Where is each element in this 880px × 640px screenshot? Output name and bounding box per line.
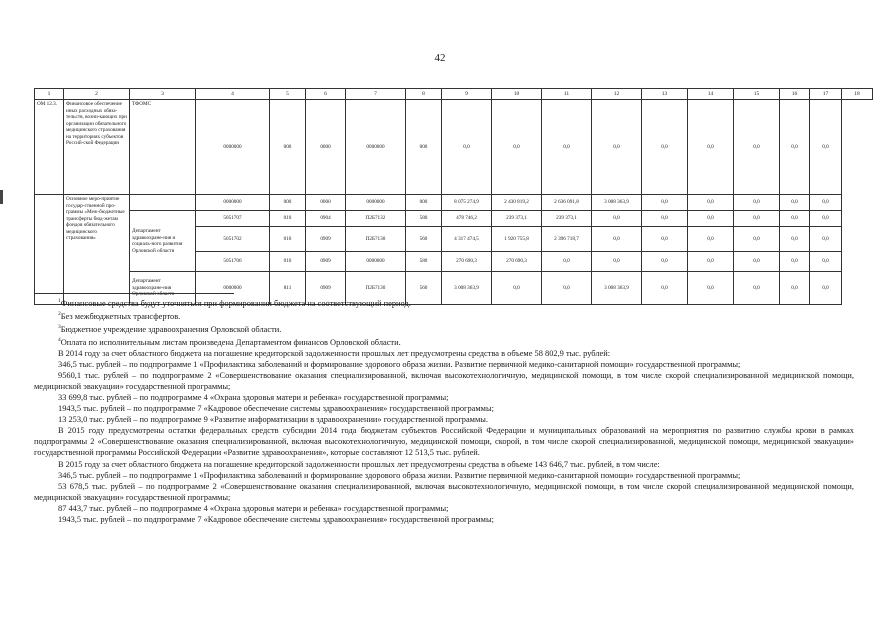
table-cell: 0,0 (688, 195, 734, 211)
table-cell: 0,0 (810, 272, 842, 305)
table-cell: 239 373,1 (492, 211, 542, 227)
table-cell: 5051706 (196, 252, 270, 272)
table-cell: 478 746,2 (442, 211, 492, 227)
table-cell: 560 (406, 227, 442, 252)
table-cell: 0,0 (810, 211, 842, 227)
table-cell: 0,0 (642, 100, 688, 195)
table-cell: 3 008 363,9 (592, 195, 642, 211)
column-number: 7 (346, 89, 406, 100)
table-cell: 2 636 091,8 (542, 195, 592, 211)
row-name: Финансовое обеспечение иных расходных обяза-тельств, возни-кающих при организации обязательного медицинского страхования на территориях субъектов Россий-ской Федерации (64, 100, 130, 195)
table-cell: 0000000 (196, 272, 270, 305)
column-number: 12 (592, 89, 642, 100)
table-cell: 4 317 474,5 (442, 227, 492, 252)
table-cell: 0000000 (346, 252, 406, 272)
table-header-row (35, 89, 873, 100)
table-cell: 0909 (306, 227, 346, 252)
table-cell: 0,0 (442, 100, 492, 195)
table-cell: 0,0 (688, 252, 734, 272)
table-cell: 560 (406, 272, 442, 305)
table-cell: 010 (270, 211, 306, 227)
table-cell: 0,0 (780, 195, 810, 211)
table-cell: 0,0 (542, 100, 592, 195)
paragraph: 9560,1 тыс. рублей – по подпрограмме 2 «Совершенствование оказания специализированной, включая высокотехнологичную, медицинской помощи, в том числе скорой специализированной медицинской помощи, медицинской эвакуации» государственной программы; (34, 370, 854, 391)
table-cell: 0,0 (688, 100, 734, 195)
table-cell: 0000000 (196, 195, 270, 211)
column-number: 9 (442, 89, 492, 100)
page-number: 42 (434, 52, 446, 64)
column-number: 18 (842, 89, 873, 100)
table-cell: 0,0 (734, 272, 780, 305)
table-cell: 580 (406, 211, 442, 227)
table-cell: 0,0 (780, 252, 810, 272)
table-cell: 0909 (306, 252, 346, 272)
table-cell: 0,0 (780, 100, 810, 195)
table-cell: 0,0 (642, 211, 688, 227)
table-cell: 0000 (306, 100, 346, 195)
table-cell: 0,0 (542, 272, 592, 305)
table-cell: 0,0 (810, 195, 842, 211)
table-cell: 0909 (306, 272, 346, 305)
column-number: 4 (196, 89, 270, 100)
table-cell: 0,0 (734, 100, 780, 195)
table-cell: 0,0 (810, 252, 842, 272)
column-number: 13 (642, 89, 688, 100)
table-cell: 010 (270, 227, 306, 252)
table-cell: 0,0 (734, 252, 780, 272)
table-cell: 0,0 (780, 211, 810, 227)
table-row (35, 195, 873, 211)
table-cell: 2 396 718,7 (542, 227, 592, 252)
table-cell: П2Б7130 (346, 227, 406, 252)
table-cell: 0,0 (592, 227, 642, 252)
table-cell: 2 430 819,2 (492, 195, 542, 211)
table-cell: 5051702 (196, 227, 270, 252)
table-cell: 0,0 (642, 272, 688, 305)
column-number: 14 (688, 89, 734, 100)
table-cell: 0000000 (346, 195, 406, 211)
table-cell: 0,0 (734, 227, 780, 252)
table-cell: 0,0 (642, 227, 688, 252)
table-cell: 0,0 (688, 227, 734, 252)
row-code (35, 195, 64, 305)
table-cell: 0,0 (492, 100, 542, 195)
table-cell: 270 690,3 (492, 252, 542, 272)
table-row (35, 211, 873, 227)
paragraph: 346,5 тыс. рублей – по подпрограмме 1 «Профилактика заболеваний и формирование здорового образа жизни. Развитие первичной медико-санитарной помощи» государственной программы; (58, 359, 741, 369)
column-number: 17 (810, 89, 842, 100)
paragraph: 87 443,7 тыс. рублей – по подпрограмме 4 «Охрана здоровья матери и ребенка» государственной программы; (58, 503, 449, 513)
table-cell: 0000000 (196, 100, 270, 195)
table-cell: 8 075 274,9 (442, 195, 492, 211)
row-executor: Департамент здравоохране-ния и социаль-ного развития Орловской области (130, 211, 196, 272)
group-name: Основное меро-приятие государ-ственной про-граммы «Меж-бюджетные трансферты бюд-жетам фондов обязательного медицинского страхования» (64, 195, 130, 305)
table-cell: 0,0 (542, 252, 592, 272)
table-cell: 239 373,1 (542, 211, 592, 227)
row-executor (130, 195, 196, 211)
table-cell: 0,0 (734, 195, 780, 211)
footnote-1: $^1$Финансовые средства будут уточняться при формировании бюджета на соответствующий период. (58, 298, 411, 308)
budget-table (34, 88, 873, 305)
column-number: 8 (406, 89, 442, 100)
column-number: 2 (64, 89, 130, 100)
paragraph: В 2015 году за счет областного бюджета на погашение кредиторской задолженности прошлых лет предусмотрены средства в объеме 143 646,7 тыс. рублей, в том числе: (58, 459, 660, 469)
footnote-4: $^4$Оплата по исполнительным листам произведена Департаментом финансов Орловской области. (58, 336, 401, 347)
text-body (34, 296, 854, 525)
table-cell: 811 (270, 272, 306, 305)
table-cell: 0,0 (642, 195, 688, 211)
footnote-separator (34, 293, 234, 294)
column-number: 3 (130, 89, 196, 100)
table-cell: 000 (270, 195, 306, 211)
table-cell: П2Б7132 (346, 211, 406, 227)
paragraph: В 2015 году предусмотрены остатки федеральных средств субсидии 2014 года бюджетам субъектов Российской Федерации и муниципальных образований на мероприятия по развитию службы крови в рамках подпрограммы 2 «Совершенствование оказания специализированной, включая высокотехнологичную, медицинской помощи, скорой, в том числе скорой специализированной, медицинской помощи, медицинской эвакуации» государственной программы Российской Федерации «Развитие здравоохранения», которые составляют 12 513,5 тыс. рублей. (34, 426, 854, 458)
paragraph: 1943,5 тыс. рублей – по подпрограмме 7 «Кадровое обеспечение системы здравоохранения» государственной программы; (58, 404, 494, 414)
paragraph: 346,5 тыс. рублей – по подпрограмме 1 «Профилактика заболеваний и формирование здорового образа жизни. Развитие первичной медико-санитарной помощи» государственной программы; (58, 470, 741, 480)
table-cell: 000 (406, 100, 442, 195)
paragraph: В 2014 году за счет областного бюджета на погашение кредиторской задолженности прошлых лет предусмотрены средства в объеме 58 802,9 тыс. рублей: (58, 348, 611, 358)
column-number: 5 (270, 89, 306, 100)
column-number: 15 (734, 89, 780, 100)
table-cell: 0,0 (810, 100, 842, 195)
table-cell: 0,0 (592, 252, 642, 272)
paragraph: 33 699,8 тыс. рублей – по подпрограмме 4 «Охрана здоровья матери и ребенка» государственной программы; (58, 392, 449, 402)
table-cell: 0,0 (688, 272, 734, 305)
table-cell: 000 (270, 100, 306, 195)
table-cell: 580 (406, 252, 442, 272)
table-cell: 3 008 363,9 (592, 272, 642, 305)
footnote-3: $^3$Бюджетное учреждение здравоохранения Орловской области. (58, 323, 282, 334)
paragraph: 13 253,0 тыс. рублей – по подпрограмме 9 «Развитие информатизации в здравоохранении» государственной программы. (58, 415, 488, 425)
table-cell: 0,0 (734, 211, 780, 227)
table-cell: 0,0 (592, 211, 642, 227)
table-cell: 1 920 755,8 (492, 227, 542, 252)
table-cell: 0,0 (688, 211, 734, 227)
table-cell: 270 690,3 (442, 252, 492, 272)
table-cell: 0000000 (346, 100, 406, 195)
table-cell: 5051707 (196, 211, 270, 227)
scan-margin-mark (0, 190, 3, 204)
table-cell: 0,0 (780, 227, 810, 252)
table-cell: 0,0 (780, 272, 810, 305)
paragraph: 53 678,5 тыс. рублей – по подпрограмме 2 «Совершенствование оказания специализированной, включая высокотехнологичную, медицинской помощи, в том числе скорой специализированной медицинской помощи, медицинской эвакуации» государственной программы; (34, 481, 854, 502)
row-code: ОМ 12.3. (35, 100, 64, 195)
footnote-2: $^2$Без межбюджетных трансфертов. (58, 310, 181, 321)
table-cell: 3 008 363,9 (442, 272, 492, 305)
table-cell: 0000 (306, 195, 346, 211)
column-number: 6 (306, 89, 346, 100)
row-executor: ТФОМС (130, 100, 196, 195)
table-cell: 0,0 (492, 272, 542, 305)
column-number: 10 (492, 89, 542, 100)
table-cell: 010 (270, 252, 306, 272)
table-cell: П2Б7130 (346, 272, 406, 305)
table-cell: 0904 (306, 211, 346, 227)
table-cell: 0,0 (592, 100, 642, 195)
column-number: 11 (542, 89, 592, 100)
column-number: 16 (780, 89, 810, 100)
table-row (35, 100, 873, 195)
row-executor: Департамент здравоохране-ния Орловской области (130, 272, 196, 305)
table-cell: 000 (406, 195, 442, 211)
paragraph: 1943,5 тыс. рублей – по подпрограмме 7 «Кадровое обеспечение системы здравоохранения» государственной программы; (58, 514, 494, 524)
table-cell: 0,0 (810, 227, 842, 252)
table-cell: 0,0 (642, 252, 688, 272)
column-number: 1 (35, 89, 64, 100)
